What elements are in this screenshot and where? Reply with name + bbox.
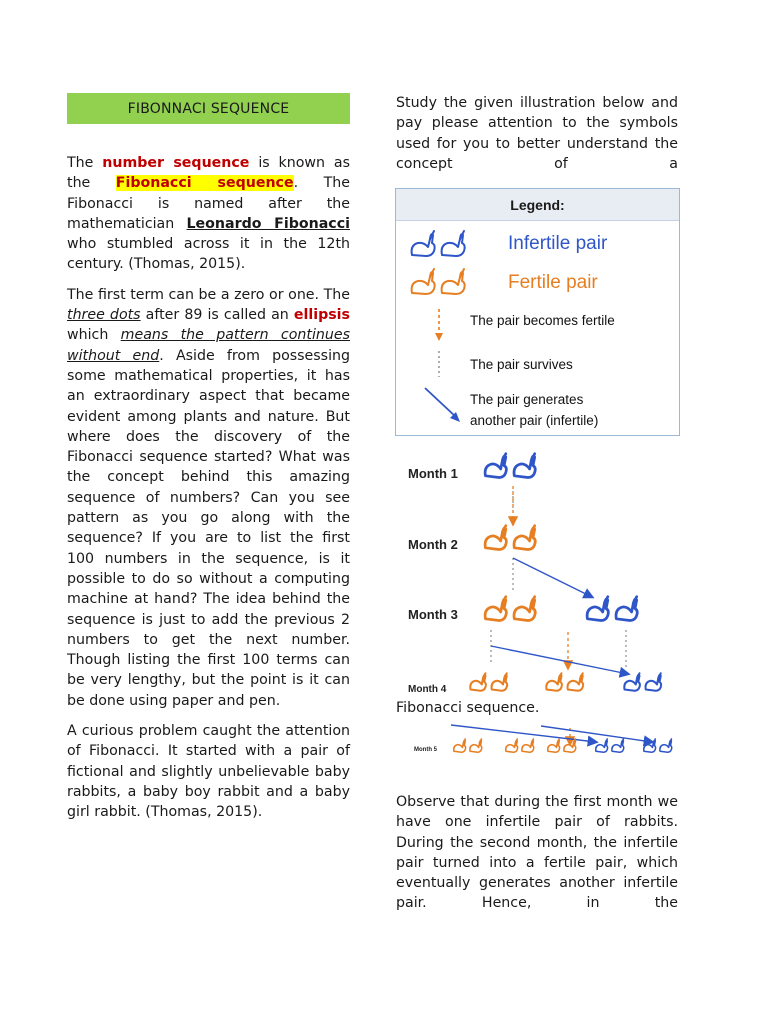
illustration-intro-text: Study the given illustration below and pay please attention to the symbols used for you to better understand the concept of a — [396, 95, 678, 172]
section-heading-text: FIBONNACI SEQUENCE — [127, 100, 290, 117]
becomes-fertile-arrow-icon — [434, 307, 444, 343]
legend-infertile-label: Infertile pair — [508, 233, 608, 254]
intro-paragraph — [67, 153, 350, 275]
first-term-paragraph — [67, 285, 350, 711]
infertile-rabbit-icon — [624, 673, 640, 691]
fertile-rabbit-icon — [470, 739, 482, 752]
rabbit-problem-paragraph: A curious problem caught the attention of Fibonacci. It started with a pair of fictional and slightly unbelievable baby rabbits, a baby boy rabbit and a baby girl rabbit. (Thomas, 2015). — [67, 723, 350, 821]
infertile-rabbit-icon — [660, 739, 672, 752]
infertile-rabbit-icon — [485, 454, 506, 478]
fertile-rabbit-icon — [514, 597, 535, 621]
legend-title: Legend: — [396, 189, 679, 221]
fertile-rabbit-icon — [485, 597, 506, 621]
section-heading — [67, 93, 350, 124]
illustration-intro — [396, 93, 678, 184]
three-dots-term: three dots — [67, 307, 141, 324]
legend-generates-label-1: The pair generates — [470, 392, 584, 407]
fertile-rabbit-icon — [454, 739, 466, 752]
generates-arrow-icon — [422, 385, 464, 425]
month-3-label: Month 3 — [408, 607, 458, 622]
text-run: The — [67, 155, 103, 171]
month-1-label: Month 1 — [408, 466, 458, 481]
fertile-rabbit-pair-icon — [408, 265, 472, 299]
infertile-rabbit-icon — [587, 597, 608, 621]
text-run: is known as the — [67, 155, 350, 192]
leonardo-fibonacci-name: Leonardo Fibonacci — [186, 215, 350, 232]
month-4-label: Month 4 — [408, 684, 447, 695]
text-run: . The Fibonacci is named after the mathematician — [67, 175, 350, 232]
infertile-rabbit-icon — [616, 597, 637, 621]
fertile-rabbit-icon — [522, 739, 534, 752]
illustration-caption: Fibonacci sequence. — [396, 700, 540, 716]
fertile-rabbit-icon — [470, 673, 486, 691]
text-run: . Aside from possessing some mathematical properties, it has an extraordinary aspect that became evident among plants and nature. But where does the discovery of the Fibonacci sequence started? What was the concept behind this amazing sequence of numbers? Can you see pattern as you go along with the sequence? If you are to list the first 100 numbers in the sequence, is it possible to do so without a computing machine at hand? The idea behind the sequence is just to add the previous 2 numbers to get the next number. Though listing the first 100 terms can be very lengthy, but the point is it can be done using paper and pen. — [67, 347, 351, 709]
legend-survives-label: The pair survives — [470, 357, 573, 372]
fertile-rabbit-icon — [548, 739, 560, 752]
infertile-rabbit-icon — [596, 739, 608, 752]
observation-text — [396, 792, 678, 924]
fertile-rabbit-icon — [568, 673, 584, 691]
legend-becomes-fertile-label: The pair becomes fertile — [470, 313, 615, 328]
fertile-rabbit-icon — [546, 673, 562, 691]
survive-lines — [491, 486, 626, 668]
fertile-rabbit-icon — [492, 673, 508, 691]
survives-line-icon — [434, 349, 444, 379]
month-2-label: Month 2 — [408, 537, 458, 552]
left-column — [67, 153, 350, 833]
infertile-rabbit-pair-icon — [408, 227, 472, 261]
text-run: after 89 is called an — [140, 307, 294, 324]
infertile-rabbit-icon — [514, 454, 535, 478]
legend-box — [395, 188, 680, 436]
fertile-rabbit-icon — [485, 526, 506, 550]
text-run: The first term can be a zero or one. The — [67, 286, 350, 303]
fertile-rabbit-icon — [514, 526, 535, 550]
rabbit-generations-diagram — [396, 450, 686, 770]
infertile-rabbit-icon — [612, 739, 624, 752]
observation-paragraph: Observe that during the first month we have one infertile pair of rabbits. During the second month, the infertile pair turned into a fertile pair, which eventually generates another infertile pair. Hence, in the — [396, 794, 678, 912]
ellipsis-term: ellipsis — [293, 307, 350, 324]
pattern-continues-phrase: means the pattern continues without end — [67, 327, 350, 364]
text-run: who stumbled across it in the 12th century. (Thomas, 2015). — [67, 236, 350, 273]
fibonacci-sequence-term: Fibonacci sequence — [115, 175, 294, 192]
legend-fertile-label: Fertile pair — [508, 272, 598, 293]
month-5-label: Month 5 — [414, 747, 437, 753]
text-run: which — [67, 327, 121, 344]
number-sequence-term: number sequence — [102, 155, 250, 171]
fertile-rabbit-icon — [506, 739, 518, 752]
legend-generates-label-2: another pair (infertile) — [470, 413, 599, 428]
infertile-rabbit-icon — [646, 673, 662, 691]
